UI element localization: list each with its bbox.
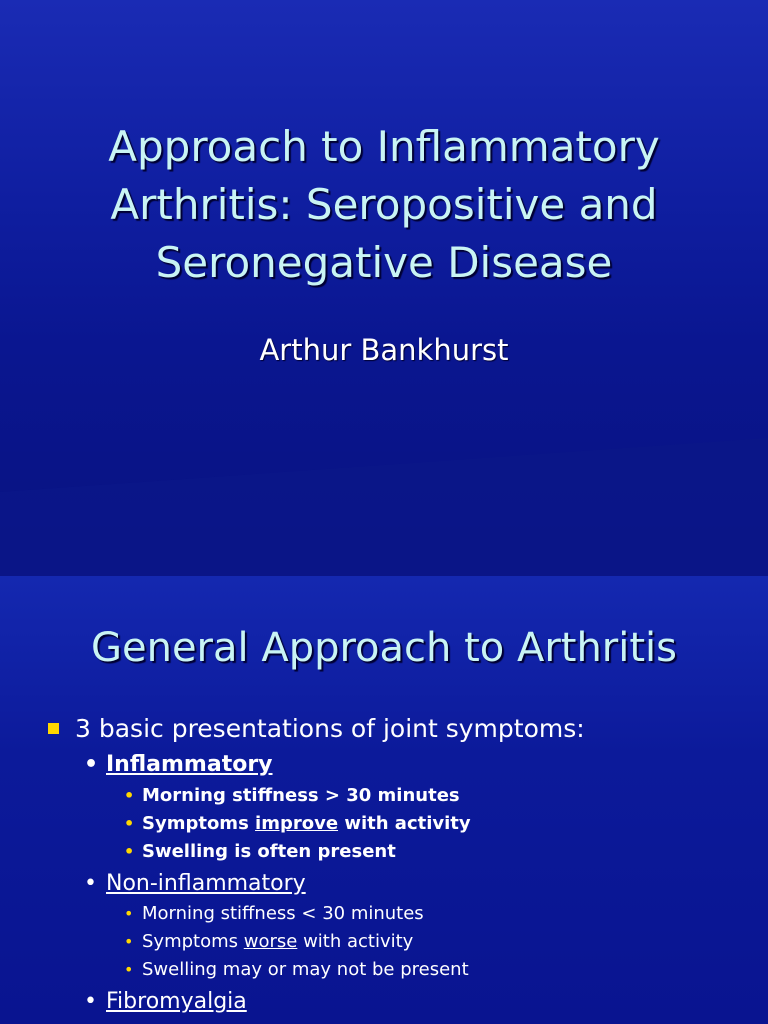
noninflammatory-heading: • Non-inflammatory [84, 869, 306, 899]
title-line: Seronegative Disease [155, 238, 613, 287]
slide-title [0, 118, 768, 292]
bullet-dot-icon: • [124, 960, 134, 979]
bullet-dot-icon: • [84, 871, 97, 896]
author-name: Arthur Bankhurst [259, 333, 509, 367]
bullet-dot-icon: • [124, 842, 135, 861]
bullet-dot-icon: • [84, 752, 99, 777]
main-bullet [48, 712, 585, 746]
title-line: Approach to Inflammatory [108, 122, 660, 171]
bullet-dot-icon: • [124, 786, 135, 805]
square-bullet-icon [48, 723, 59, 734]
fibromyalgia-heading: • Fibromyalgia [84, 987, 247, 1017]
slide-title: General Approach to Arthritis [90, 625, 677, 671]
list-item: • Swelling may or may not be present [124, 957, 469, 983]
bullet-dot-icon: • [124, 932, 134, 951]
inflammatory-heading: • Inflammatory [84, 750, 273, 780]
list-item: • Symptoms worse with activity [124, 929, 413, 955]
list-item: • Swelling is often present [124, 839, 396, 865]
bullet-dot-icon: • [84, 989, 97, 1014]
title-line: Arthritis: Seropositive and [110, 180, 658, 229]
main-bullet-text: 3 basic presentations of joint symptoms: [75, 714, 585, 743]
list-item: • Symptoms improve with activity [124, 811, 471, 837]
list-item: • Morning stiffness > 30 minutes [124, 783, 460, 809]
content-slide [0, 576, 768, 1024]
list-item: • Morning stiffness < 30 minutes [124, 901, 424, 927]
bullet-dot-icon: • [124, 814, 135, 833]
bullet-dot-icon: • [124, 904, 134, 923]
